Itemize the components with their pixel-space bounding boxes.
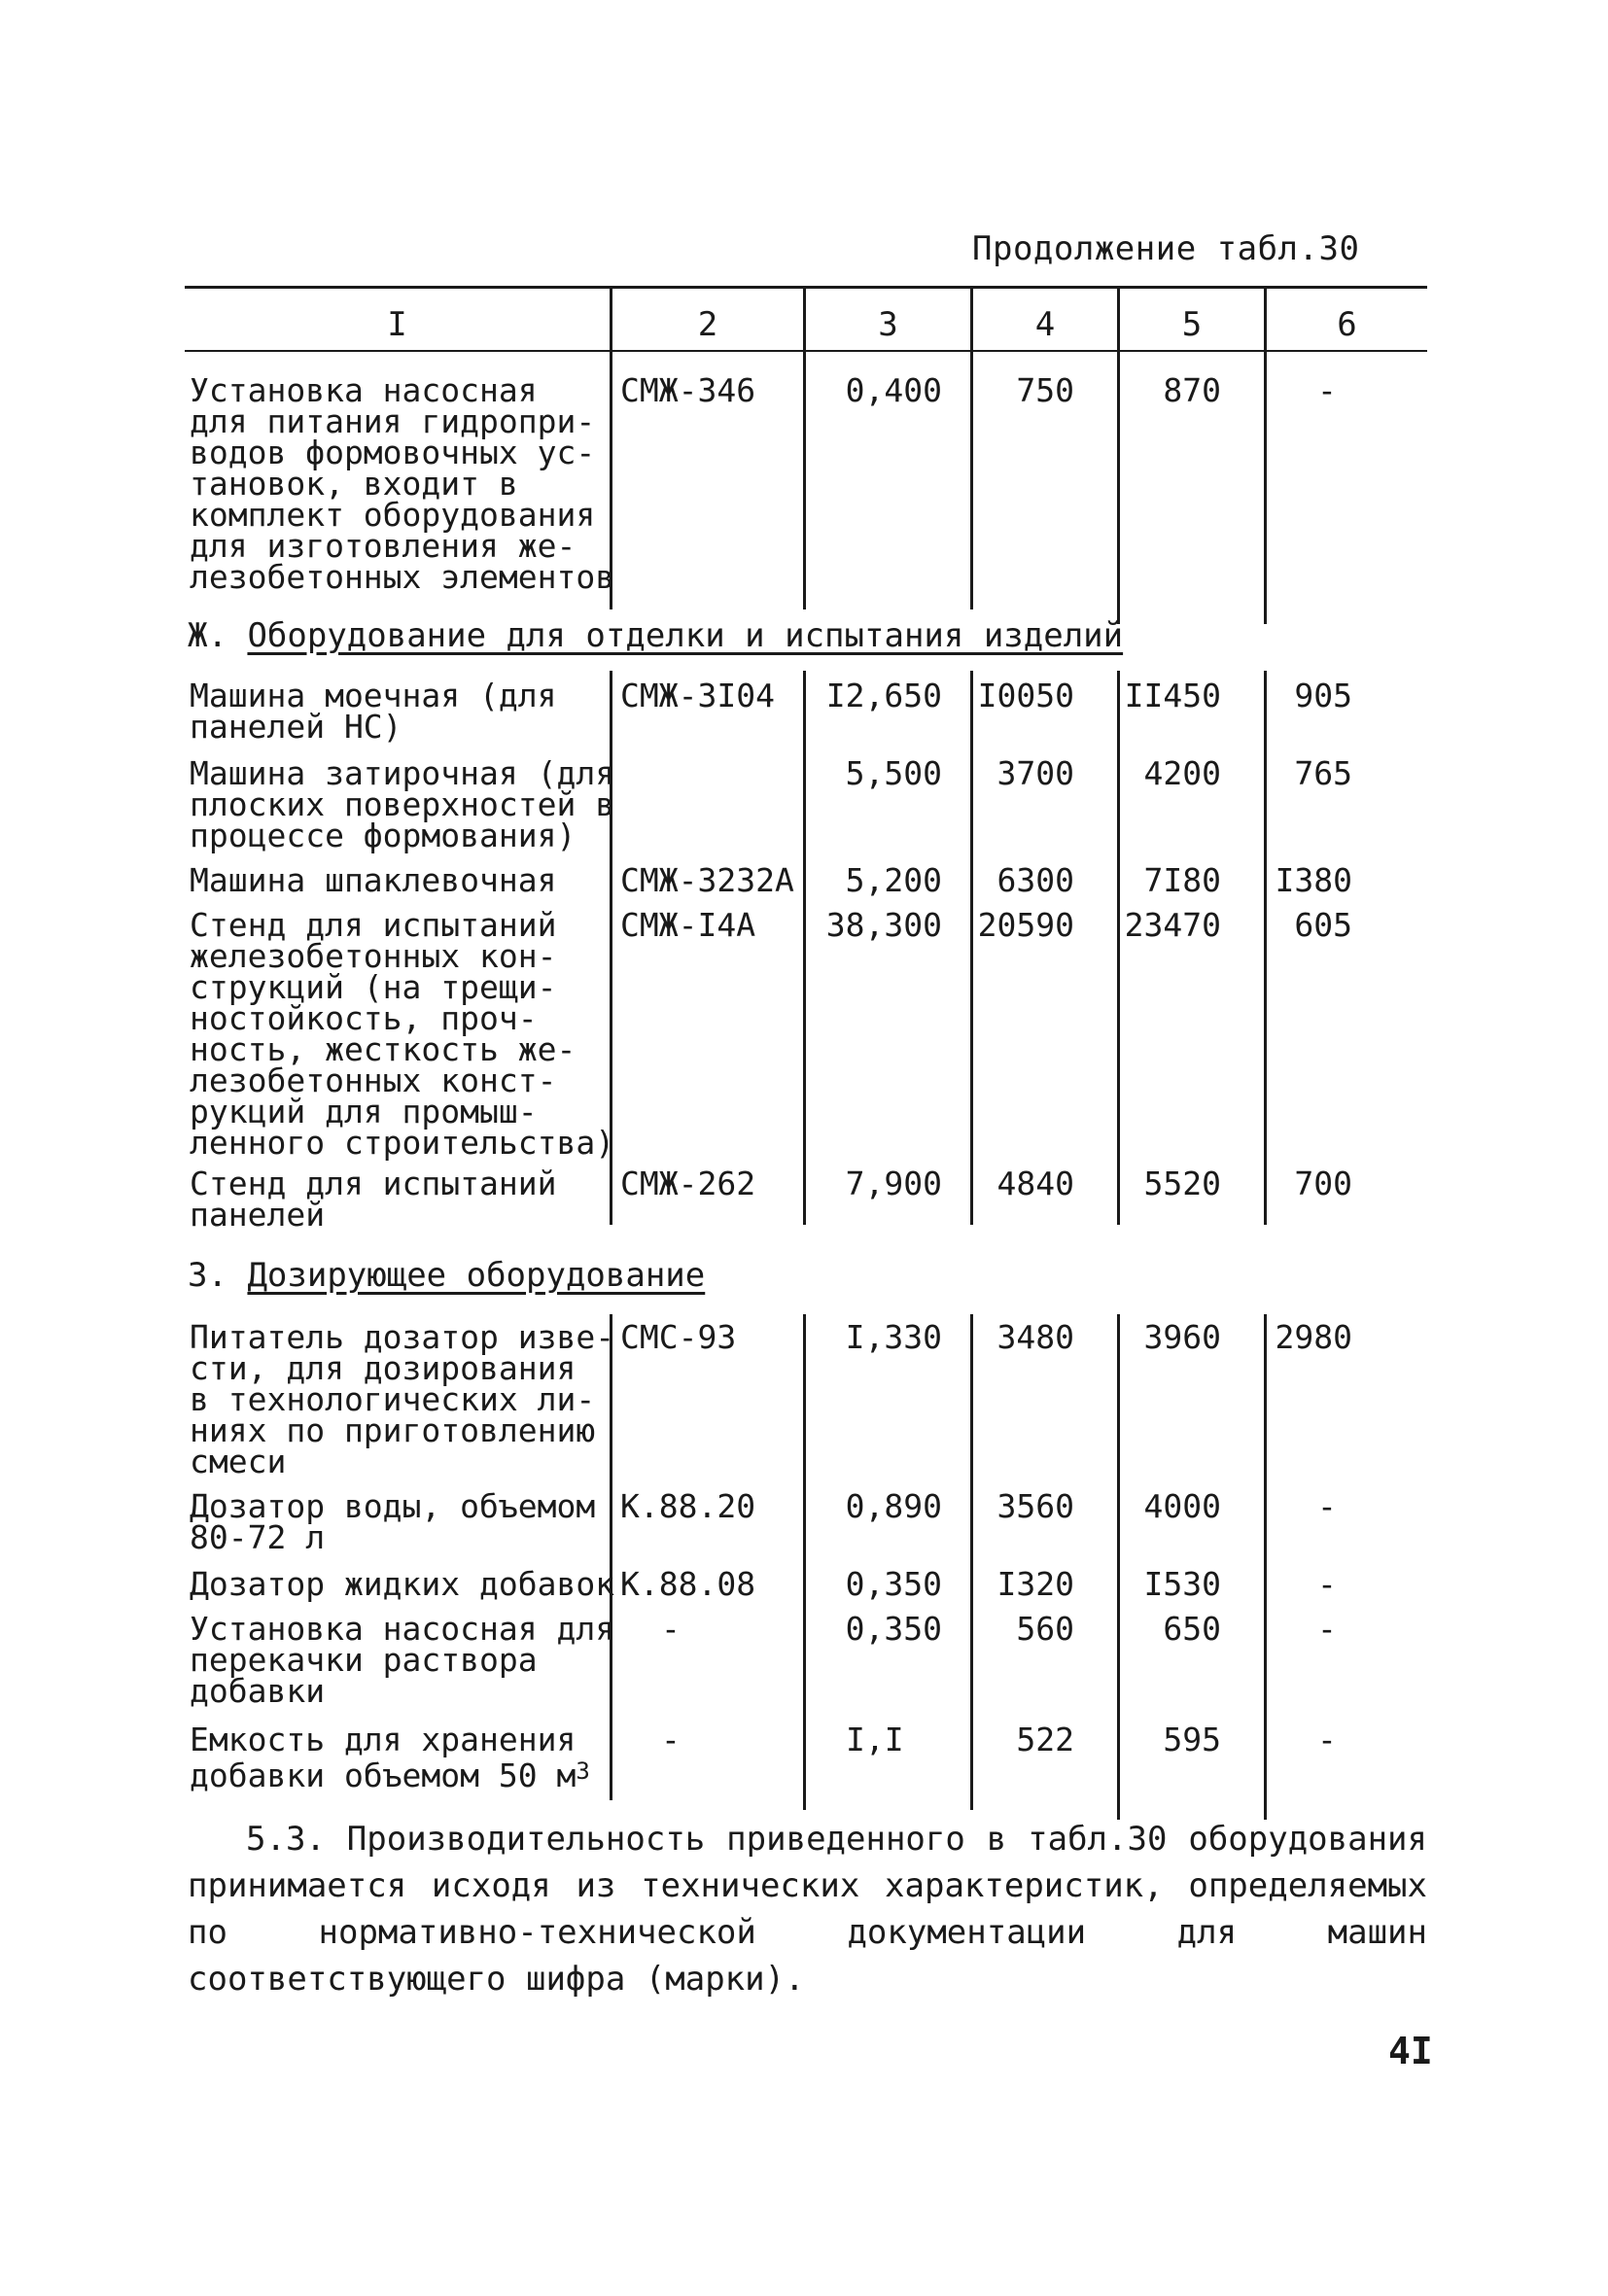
table-cell-value: 870 xyxy=(1163,371,1221,409)
table-cell-name: Машина затирочная (для плоских поверхностей в процессе формования) xyxy=(190,754,615,854)
section-title: Дозирующее оборудование xyxy=(247,1256,706,1295)
table-cell-name xyxy=(190,1721,590,1794)
table-cell-value: I0050 xyxy=(977,677,1074,714)
section-marker: Ж. xyxy=(188,616,227,655)
table-cell-value: 0,350 xyxy=(845,1565,942,1603)
table-cell-code: СМС-93 xyxy=(620,1318,737,1356)
table-cell-value: 5520 xyxy=(1143,1165,1221,1202)
table-cell-value: 4200 xyxy=(1143,754,1221,792)
table-cell-value: 560 xyxy=(1016,1610,1074,1648)
col-divider xyxy=(1264,671,1267,1225)
table-cell-name: Машина шпаклевочная xyxy=(190,861,557,899)
table-cell-value: 765 xyxy=(1294,754,1352,792)
table-cell-code: К.88.08 xyxy=(620,1565,756,1603)
superscript: 3 xyxy=(576,1757,590,1785)
table-cell-code: - xyxy=(661,1610,681,1648)
table-cell-value: I380 xyxy=(1275,861,1352,899)
table-cell-name: Стенд для испытаний железобетонных кон- струкций (на трещи- ностойкость, проч- ность, жесткость же- лезобетонных конст- рукций для промыш- ленного строительства) xyxy=(190,906,615,1162)
table-cell-value: 750 xyxy=(1016,371,1074,409)
table-header-rule xyxy=(185,350,1427,352)
section-marker: З. xyxy=(188,1256,227,1295)
table-cell-value: 5,200 xyxy=(845,861,942,899)
table-cell-name: Дозатор жидких добавок xyxy=(190,1565,615,1603)
col-divider xyxy=(803,671,806,1225)
table-cell-value: 0,350 xyxy=(845,1610,942,1648)
table-cell-code: - xyxy=(661,1721,681,1758)
table-cell-name: Машина моечная (для панелей НС) xyxy=(190,677,557,746)
page-number: 4I xyxy=(1388,2030,1433,2072)
table-cell-value: 605 xyxy=(1294,906,1352,944)
section-title: Оборудование для отделки и испытания изделий xyxy=(247,616,1124,655)
table-cell-value: 905 xyxy=(1294,677,1352,714)
col-divider xyxy=(1117,671,1120,1225)
table-cell-value: 20590 xyxy=(977,906,1074,944)
table-cell-value: 6300 xyxy=(996,861,1074,899)
table-cell-code: К.88.20 xyxy=(620,1487,756,1525)
table-cell-value: - xyxy=(1317,371,1337,409)
table-cell-value: 3480 xyxy=(996,1318,1074,1356)
table-cell-value: 7I80 xyxy=(1143,861,1221,899)
table-continuation-label: Продолжение табл.30 xyxy=(972,229,1360,268)
table-cell-value: 0,400 xyxy=(845,371,942,409)
table-cell-value: 650 xyxy=(1163,1610,1221,1648)
table-cell-name: Стенд для испытаний панелей xyxy=(190,1165,557,1234)
table-cell-code: СМЖ-I4А xyxy=(620,906,756,944)
table-top-rule xyxy=(185,286,1427,289)
table-cell-value: - xyxy=(1317,1565,1337,1603)
table-cell-value: 7,900 xyxy=(845,1165,942,1202)
table-cell-name-text: Емкость для хранения добавки объемом 50 м xyxy=(190,1721,577,1794)
table-cell-value: 3700 xyxy=(996,754,1074,792)
table-cell-code: СМЖ-3232А xyxy=(620,861,794,899)
table-cell-value: II450 xyxy=(1124,677,1221,714)
table-cell-name: Установка насосная для питания гидропри- водов формовочных ус- тановок, входит в комплект оборудования для изготовления же- лезобетонных элементов xyxy=(190,371,615,596)
table-cell-value: - xyxy=(1317,1487,1337,1525)
column-header: 2 xyxy=(697,305,718,344)
table-cell-code: СМЖ-3I04 xyxy=(620,677,775,714)
table-cell-value: 23470 xyxy=(1124,906,1221,944)
table-cell-code: СМЖ-346 xyxy=(620,371,756,409)
column-header: I xyxy=(387,305,407,344)
table-cell-value: 522 xyxy=(1016,1721,1074,1758)
table-cell-value: - xyxy=(1317,1721,1337,1758)
table-cell-name: Дозатор воды, объемом 80-72 л xyxy=(190,1487,596,1556)
table-cell-value: 700 xyxy=(1294,1165,1352,1202)
table-cell-value: I,I xyxy=(846,1721,904,1758)
section-heading xyxy=(188,1258,705,1293)
table-cell-value: 595 xyxy=(1163,1721,1221,1758)
col-divider xyxy=(1264,352,1267,624)
section-heading xyxy=(188,618,1123,653)
table-cell-value: - xyxy=(1317,1610,1337,1648)
table-cell-value: 38,300 xyxy=(825,906,942,944)
col-divider xyxy=(970,671,973,1225)
table-cell-name: Питатель дозатор изве- сти, для дозирования в технологических ли- ниях по приготовлению смеси xyxy=(190,1318,615,1480)
table-cell-value: 2980 xyxy=(1275,1318,1352,1356)
column-header: 4 xyxy=(1034,305,1056,344)
body-paragraph xyxy=(188,1816,1427,2002)
table-cell-name: Установка насосная для перекачки раствора добавки xyxy=(190,1610,615,1710)
paragraph-text: 5.3. Производительность приведенного в табл.30 оборудования принимается исходя из технических характеристик, определяемых по нормативно-технической документации для машин соответствующего шифра (марки). xyxy=(188,1820,1427,1999)
table-cell-value: 3560 xyxy=(996,1487,1074,1525)
table-cell-value: I,330 xyxy=(845,1318,942,1356)
column-header: 5 xyxy=(1181,305,1203,344)
column-header: 6 xyxy=(1337,305,1357,344)
table-cell-value: 5,500 xyxy=(845,754,942,792)
table-cell-value: I2,650 xyxy=(825,677,942,714)
col-divider xyxy=(803,1314,806,1810)
col-divider xyxy=(1264,1314,1267,1820)
column-header: 3 xyxy=(878,305,898,344)
table-cell-value: 4000 xyxy=(1143,1487,1221,1525)
table-cell-value: I530 xyxy=(1143,1565,1221,1603)
table-cell-value: 3960 xyxy=(1143,1318,1221,1356)
table-cell-value: I320 xyxy=(996,1565,1074,1603)
table-cell-code: СМЖ-262 xyxy=(620,1165,756,1202)
table-cell-value: 0,890 xyxy=(845,1487,942,1525)
table-cell-value: 4840 xyxy=(996,1165,1074,1202)
